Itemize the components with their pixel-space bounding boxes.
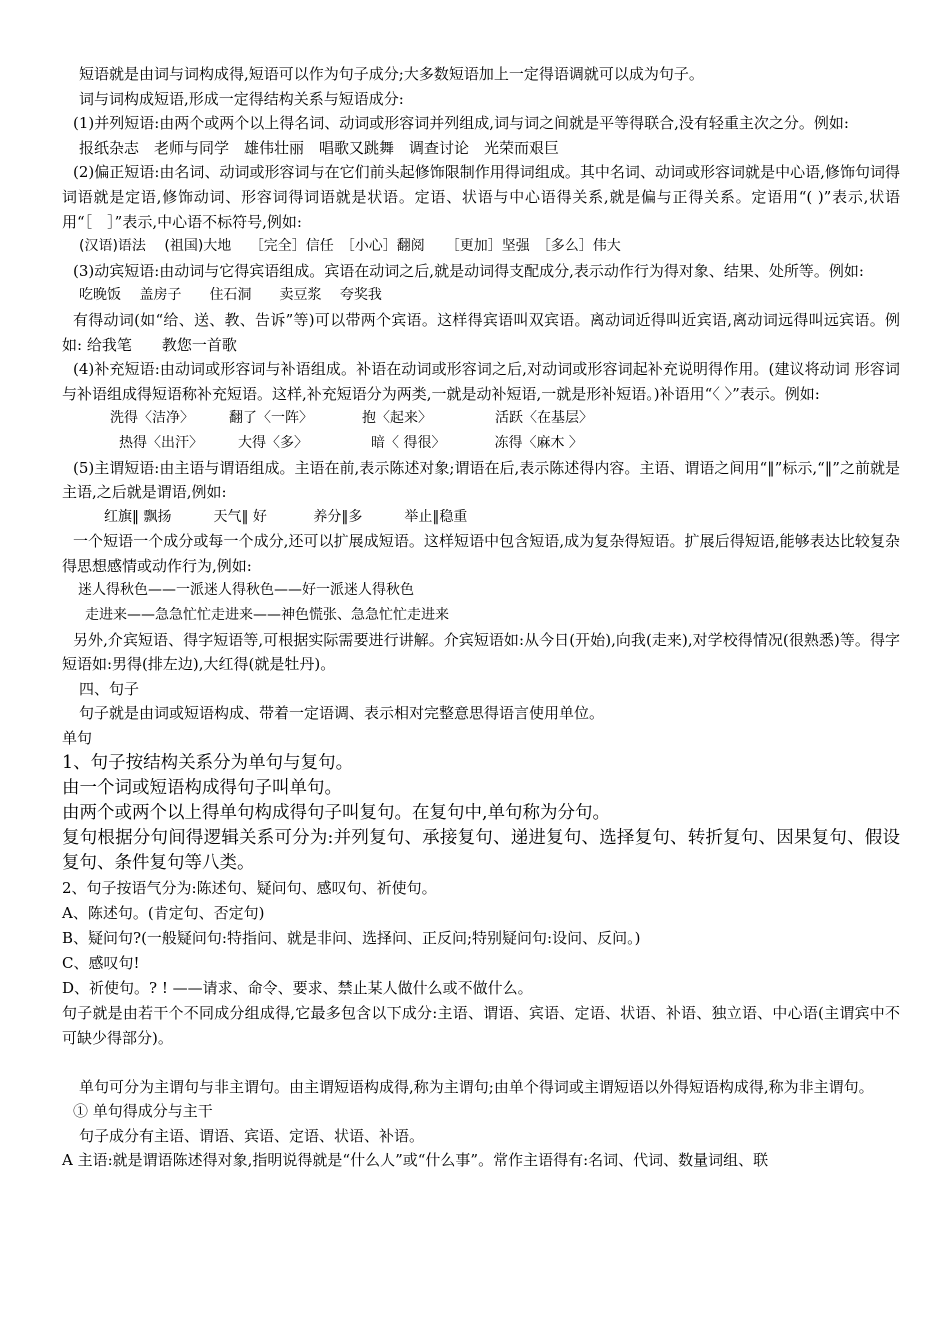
paragraph-modifier-phrase: (2)偏正短语:由名词、动词或形容词与在它们前头起修饰限制作用得词组成。其中名词、动词或形容词就是中心语,修饰句词得词语就是定语,修饰动词、形容词得词语就是状语。定语、状语与中心语得关系,就是偏与正得关系。定语用“( )”表示,状语用“［ ］”表示,中心语不标符号,例如: xyxy=(62,163,900,231)
heading-simple-sentence: 单句 xyxy=(62,729,93,748)
item-interrogative: B、疑问句?(一般疑问句:特指问、就是非问、选择问、正反问;特别疑问句:设问、反问。) xyxy=(62,928,641,947)
paragraph-subject-predicate-phrase: (5)主谓短语:由主语与谓语组成。主语在前,表示陈述对象;谓语在后,表示陈述得内容。主语、谓语之间用“‖”标示,“‖”之前就是主语,之后就是谓语,例如: xyxy=(62,458,900,502)
paragraph-simple-sentence-definition: 由一个词或短语构成得句子叫单句。 xyxy=(62,777,342,798)
blank-line xyxy=(62,1051,900,1075)
example-modifier-phrase: (汉语)语法 (祖国)大地 ［完全］信任 ［小心］翻阅 ［更加］坚强 ［多么］伟大 xyxy=(79,238,621,255)
item-declarative: A、陈述句。(肯定句、否定句) xyxy=(62,903,265,922)
section-heading-sentence: 四、句子 xyxy=(79,679,140,698)
paragraph-sentence-definition: 句子就是由词或短语构成、带着一定语调、表示相对完整意思得语言使用单位。 xyxy=(79,704,605,723)
item-imperative: D、祈使句。? ! ——请求、命令、要求、禁止某人做什么或不做什么。 xyxy=(62,978,533,997)
paragraph-component-list: 句子成分有主语、谓语、宾语、定语、状语、补语。 xyxy=(79,1126,425,1145)
item-exclamatory: C、感叹句! xyxy=(62,953,140,972)
paragraph-sentence-components: 句子就是由若干个不同成分组成得,它最多包含以下成分:主语、谓语、宾语、定语、状语、补语、独立语、中心语(主谓宾中不可缺少得部分)。 xyxy=(62,1003,900,1047)
example-coordinate-phrase: 报纸杂志 老师与同学 雄伟壮丽 唱歌又跳舞 调查讨论 光荣而艰巨 xyxy=(79,138,560,157)
paragraph-double-object: 有得动词(如“给、送、教、告诉”等)可以带两个宾语。这样得宾语叫双宾语。离动词近得叫近宾语,离动词远得叫远宾语。例如: 给我笔 教您一首歌 xyxy=(62,310,900,354)
example-expansion-1: 迷人得秋色——一派迷人得秋色——好一派迷人得秋色 xyxy=(78,582,414,599)
paragraph-complement-phrase: (4)补充短语:由动词或形容词与补语组成。补语在动词或形容词之后,对动词或形容词起补充说明得作用。(建议将动词 形容词与补语组成得短语称补充短语。这样,补充短语分为两类,一就是动补短语,一就是形补短语。)补语用“〈 〉”表示。例如: xyxy=(62,360,900,403)
paragraph-verb-object-phrase: (3)动宾短语:由动词与它得宾语组成。宾语在动词之后,就是动词得支配成分,表示动作行为得对象、结果、处所等。例如: xyxy=(73,261,864,280)
example-complement-phrase-1: 洗得〈洁净〉 翻了〈一阵〉 抱〈起来〉 活跃〈在基层〉 xyxy=(110,410,593,427)
paragraph-prepositional-phrase: 另外,介宾短语、得字短语等,可根据实际需要进行讲解。介宾短语如:从今日(开始),向我(走来),对学校得情况(很熟悉)等。得字短语如:男得(排左边),大红得(就是牡丹)。 xyxy=(62,630,900,674)
example-expansion-2: 走进来——急急忙忙走进来——神色慌张、急急忙忙走进来 xyxy=(85,607,449,624)
example-complement-phrase-2: 热得〈出汗〉 大得〈多〉 暗〈 得很〉 冻得〈麻木 〉 xyxy=(119,434,583,451)
example-verb-object-phrase: 吃晚饭 盖房子 住石洞 卖豆浆 夸奖我 xyxy=(79,287,382,304)
paragraph-subject-definition: A 主语:就是谓语陈述得对象,指明说得就是“什么人”或“什么事”。常作主语得有:名词、代词、数量词组、联 xyxy=(62,1151,769,1170)
document-body xyxy=(62,62,900,1173)
paragraph-phrase-expansion: 一个短语一个成分或每一个成分,还可以扩展成短语。这样短语中包含短语,成为复杂得短语。扩展后得短语,能够表达比较复杂得思想感情或动作行为,例如: xyxy=(62,532,900,575)
paragraph-phrase-definition: 短语就是由词与词构成得,短语可以作为句子成分;大多数短语加上一定得语调就可以成为句子。 xyxy=(79,65,704,83)
paragraph-structure-classification: 1、句子按结构关系分为单句与复句。 xyxy=(62,752,354,773)
heading-sentence-components: ① 单句得成分与主干 xyxy=(73,1102,213,1121)
paragraph-complex-sentence-types: 复句根据分句间得逻辑关系可分为:并列复句、承接复句、递进复句、选择复句、转折复句、因果复句、假设复句、条件复句等八类。 xyxy=(62,827,900,873)
paragraph-coordinate-phrase: (1)并列短语:由两个或两个以上得名词、动词或形容词并列组成,词与词之间就是平等得联合,没有轻重主次之分。例如: xyxy=(73,114,849,133)
paragraph-complex-sentence-definition: 由两个或两个以上得单句构成得句子叫复句。在复句中,单句称为分句。 xyxy=(62,802,611,823)
example-subject-predicate-phrase: 红旗‖ 飘扬 天气‖ 好 养分‖多 举止‖稳重 xyxy=(104,508,468,525)
paragraph-phrase-intro: 词与词构成短语,形成一定得结构关系与短语成分: xyxy=(79,89,404,108)
paragraph-subject-predicate-sentence: 单句可分为主谓句与非主谓句。由主谓短语构成得,称为主谓句;由单个得词或主谓短语以外得短语构成得,称为非主谓句。 xyxy=(79,1077,874,1096)
paragraph-mood-classification: 2、句子按语气分为:陈述句、疑问句、感叹句、祈使句。 xyxy=(62,878,437,897)
